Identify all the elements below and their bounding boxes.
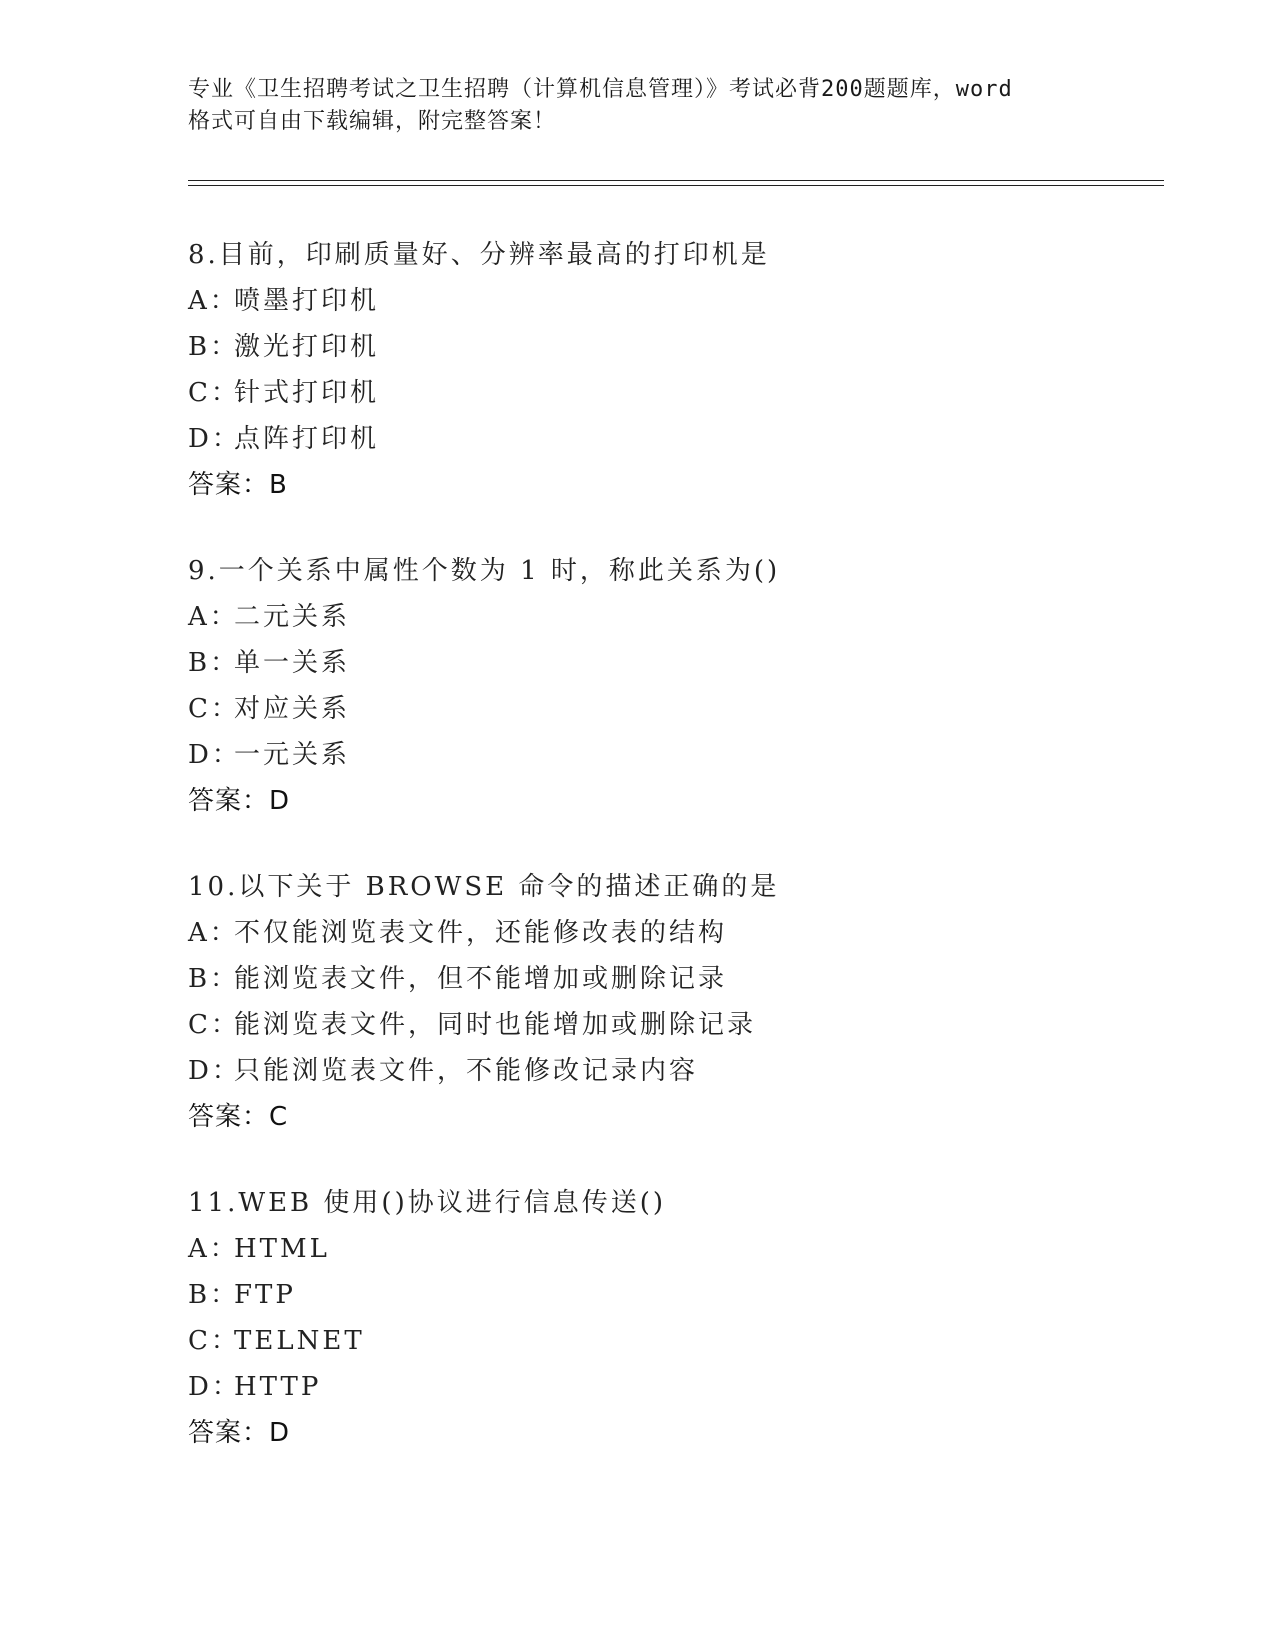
answer-line: 答案：C (188, 1102, 289, 1132)
answer-line: 答案：D (188, 1418, 291, 1448)
question-stem: 8.目前，印刷质量好、分辨率最高的打印机是 (188, 240, 770, 270)
option-key: D： (188, 1372, 241, 1402)
option-key: B： (188, 332, 240, 362)
option-text: TELNET (234, 1326, 365, 1356)
option-key: D： (188, 740, 241, 770)
option-key: D： (188, 1056, 241, 1086)
option-b (188, 956, 779, 1002)
option-key: C： (188, 1010, 240, 1040)
document-header (188, 74, 1088, 138)
option-text: 喷墨打印机 (234, 286, 380, 316)
question-block (188, 864, 779, 1140)
option-d (188, 416, 770, 462)
option-a (188, 594, 780, 640)
option-text: FTP (234, 1280, 296, 1310)
option-key: B： (188, 648, 240, 678)
option-key: C： (188, 378, 240, 408)
question-stem: 10.以下关于 BROWSE 命令的描述正确的是 (188, 872, 780, 902)
option-key: C： (188, 694, 240, 724)
option-text: 单一关系 (234, 648, 351, 678)
option-text: HTML (234, 1234, 330, 1264)
question-stem: 11.WEB 使用()协议进行信息传送() (188, 1188, 666, 1218)
question-stem: 9.一个关系中属性个数为 1 时，称此关系为() (188, 556, 781, 586)
option-b (188, 1272, 666, 1318)
option-c (188, 1002, 779, 1048)
option-a (188, 278, 770, 324)
question-block (188, 1180, 666, 1456)
option-text: 针式打印机 (234, 378, 380, 408)
header-divider-top (188, 180, 1164, 181)
option-text: 一元关系 (234, 740, 351, 770)
option-text: 对应关系 (234, 694, 351, 724)
header-line-2: 格式可自由下载编辑，附完整答案！ (188, 109, 557, 134)
option-b (188, 640, 780, 686)
option-c (188, 370, 770, 416)
answer-line: 答案：B (188, 470, 288, 500)
option-a (188, 910, 779, 956)
option-key: D： (188, 424, 241, 454)
option-text: 不仅能浏览表文件，还能修改表的结构 (234, 918, 728, 948)
option-c (188, 686, 780, 732)
question-block (188, 548, 780, 824)
option-text: 二元关系 (234, 602, 351, 632)
option-b (188, 324, 770, 370)
option-a (188, 1226, 666, 1272)
option-key: B： (188, 1280, 240, 1310)
option-c (188, 1318, 666, 1364)
question-block (188, 232, 770, 508)
option-key: A： (188, 1234, 239, 1264)
header-divider-bottom (188, 185, 1164, 186)
option-d (188, 732, 780, 778)
option-key: A： (188, 602, 239, 632)
option-d (188, 1048, 779, 1094)
option-text: 激光打印机 (234, 332, 380, 362)
option-text: 能浏览表文件，同时也能增加或删除记录 (234, 1010, 757, 1040)
option-key: B： (188, 964, 240, 994)
option-text: 点阵打印机 (234, 424, 380, 454)
option-key: C： (188, 1326, 240, 1356)
option-d (188, 1364, 666, 1410)
answer-line: 答案：D (188, 786, 291, 816)
option-key: A： (188, 918, 239, 948)
header-line-1: 专业《卫生招聘考试之卫生招聘（计算机信息管理）》考试必背200题题库，word (188, 77, 1013, 102)
option-text: 能浏览表文件，但不能增加或删除记录 (234, 964, 728, 994)
option-key: A： (188, 286, 239, 316)
option-text: 只能浏览表文件，不能修改记录内容 (234, 1056, 699, 1086)
option-text: HTTP (234, 1372, 322, 1402)
